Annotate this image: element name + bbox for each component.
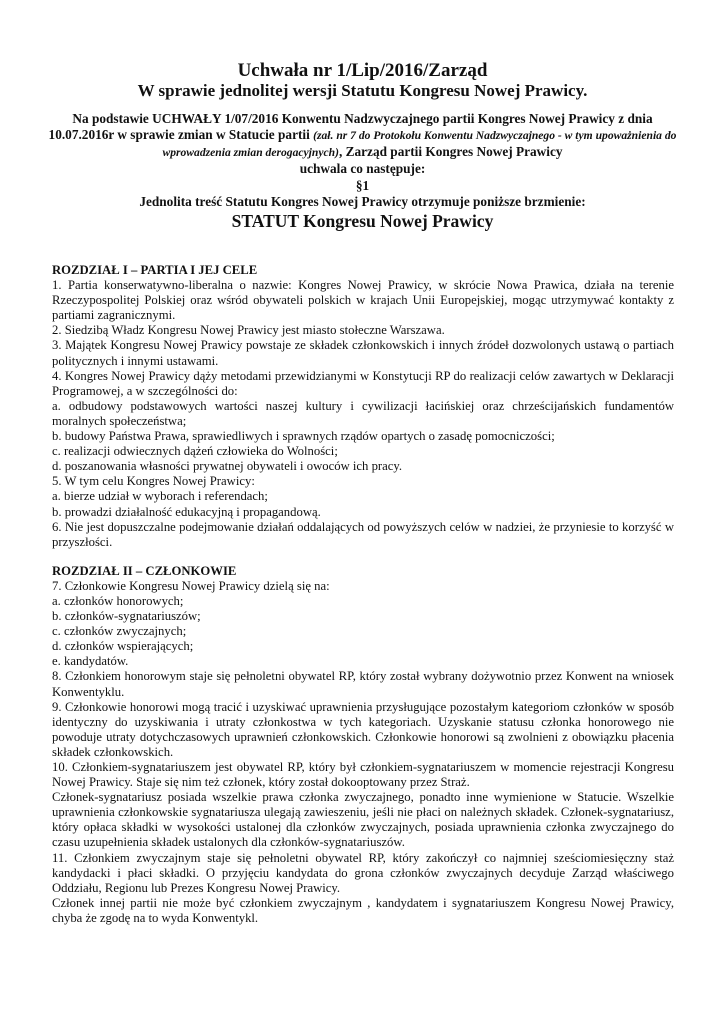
article-7: 7. Członkowie Kongresu Nowej Prawicy dzielą się na:	[52, 578, 330, 593]
resolution-header	[40, 60, 685, 232]
article-11: 11. Członkiem zwyczajnym staje się pełnoletni obywatel RP, który zakończył co najmniej sześciomiesięczny staż kandydacki i płaci składki. O przyjęciu kandydata do grona członków zwyczajnych decyduje Zarząd właściwego Oddziału, Regionu lub Prezes Kongresu Nowej Prawicy.	[52, 850, 674, 895]
legal-basis-annex: (zał. nr 7 do Protokołu Konwentu Nadzwyczajnego - w tym upoważnienia do wprowadzenia zmian derogacyjnych)	[162, 129, 677, 159]
statute-intro: Jednolita treść Statutu Kongres Nowej Prawicy otrzymuje poniższe brzmienie:	[139, 194, 586, 209]
article-9: 9. Członkowie honorowi mogą tracić i uzyskiwać uprawnienia przysługujące pozostałym kategoriom członków w sposób identyczny do uzyskiwania i utraty członkostwa w tych kategoriach. Uzyskanie statusu członka honorowego nie powoduje utraty dotychczasowych uprawnień członkowskich. Członkowie honorowi są zwolnieni z obowiązku płacenia składek członkowskich.	[52, 699, 674, 759]
resolution-title: Uchwała nr 1/Lip/2016/Zarząd	[237, 60, 488, 81]
article-10: 10. Członkiem-sygnatariuszem jest obywatel RP, który był członkiem-sygnatariuszem w momencie rejestracji Kongresu Nowej Prawicy. Staje się nim też członek, który został dokooptowany przez Straż.	[52, 760, 674, 790]
article-3: 3. Majątek Kongresu Nowej Prawicy powstaje ze składek członkowskich i innych źródeł dozwolonych ustawą o partiach politycznych i innymi ustawami.	[52, 338, 674, 368]
article-4-item-c: c. realizacji odwiecznych dążeń człowieka do Wolności;	[52, 444, 338, 459]
article-10-cont: Członek-sygnatariusz posiada wszelkie prawa członka zwyczajnego, ponadto inne wymienione w Statucie. Wszelkie uprawnienia członkowskie sygnatariusza ulegają zawieszeniu, jeśli nie płaci on należnych składek. Członek-sygnatariusz, który opłaca składki w wysokości ustalonej dla członków zwyczajnych, posiada uprawnienia członka zwyczajnego do czasu uzupełnienia składek ustalonych dla członków-sygnatariuszów.	[52, 790, 674, 850]
article-4-item-b: b. budowy Państwa Prawa, sprawiedliwych i sprawnych rządów opartych o zasadę pomocniczości;	[52, 429, 555, 444]
article-7-item-b: b. członków-sygnatariuszów;	[52, 609, 201, 624]
article-2: 2. Siedzibą Władz Kongresu Nowej Prawicy jest miasto stołeczne Warszawa.	[52, 323, 445, 338]
statute-body	[52, 263, 674, 926]
chapter-spacer	[52, 550, 674, 564]
legal-basis-text: Na podstawie UCHWAŁY 1/07/2016 Konwentu Nadzwyczajnego partii Kongres Nowej Prawicy z dnia 10.07.2016r w sprawie zmian w Statucie partii	[48, 111, 653, 142]
chapter-1-title: ROZDZIAŁ I – PARTIA I JEJ CELE	[52, 263, 258, 277]
legal-basis-board: , Zarząd partii Kongres Nowej Prawicy	[338, 144, 563, 159]
article-6: 6. Nie jest dopuszczalne podejmowanie działań oddalających od powyższych celów w nadziei, że przyniesie to korzyść w przyszłości.	[52, 519, 674, 549]
statute-title: STATUT Kongresu Nowej Prawicy	[231, 210, 494, 231]
article-5: 5. W tym celu Kongres Nowej Prawicy:	[52, 474, 255, 489]
resolves-line: uchwala co następuje:	[299, 161, 426, 176]
article-4-item-a: a. odbudowy podstawowych wartości naszej kultury i cywilizacji łacińskiej oraz chrześcijańskich fundamentów moralnych społeczeństwa;	[52, 398, 674, 428]
resolution-subtitle: W sprawie jednolitej wersji Statutu Kongresu Nowej Prawicy.	[137, 81, 588, 100]
legal-basis	[40, 111, 685, 161]
chapter-2-title: ROZDZIAŁ II – CZŁONKOWIE	[52, 563, 237, 578]
article-7-item-e: e. kandydatów.	[52, 654, 129, 669]
article-11-cont: Członek innej partii nie może być członkiem zwyczajnym , kandydatem i sygnatariuszem Kongresu Nowej Prawicy, chyba że zgodę na to wyda Konwentykl.	[52, 895, 674, 925]
article-5-item-a: a. bierze udział w wyborach i referendach;	[52, 489, 268, 504]
article-5-item-b: b. prowadzi działalność edukacyjną i propagandową.	[52, 504, 321, 519]
article-4-item-d: d. poszanowania własności prywatnej obywateli i owoców ich pracy.	[52, 459, 403, 474]
article-4: 4. Kongres Nowej Prawicy dąży metodami przewidzianymi w Konstytucji RP do realizacji celów zawartych w Deklaracji Programowej, a w szczególności do:	[52, 368, 674, 398]
article-8: 8. Członkiem honorowym staje się pełnoletni obywatel RP, który został wybrany dożywotnio przez Konwent na wniosek Konwentyklu.	[52, 669, 674, 699]
article-1: 1. Partia konserwatywno-liberalna o nazwie: Kongres Nowej Prawicy, w skrócie Nowa Prawica, działa na terenie Rzeczypospolitej Polskiej oraz wśród obywateli polskich w krajach Unii Europejskiej, mogąc utrzymywać kontakty z partiami zagranicznymi.	[52, 278, 674, 323]
paragraph-mark: §1	[355, 177, 370, 193]
article-7-item-a: a. członków honorowych;	[52, 593, 184, 608]
article-7-item-c: c. członków zwyczajnych;	[52, 624, 187, 639]
article-7-item-d: d. członków wspierających;	[52, 639, 194, 654]
